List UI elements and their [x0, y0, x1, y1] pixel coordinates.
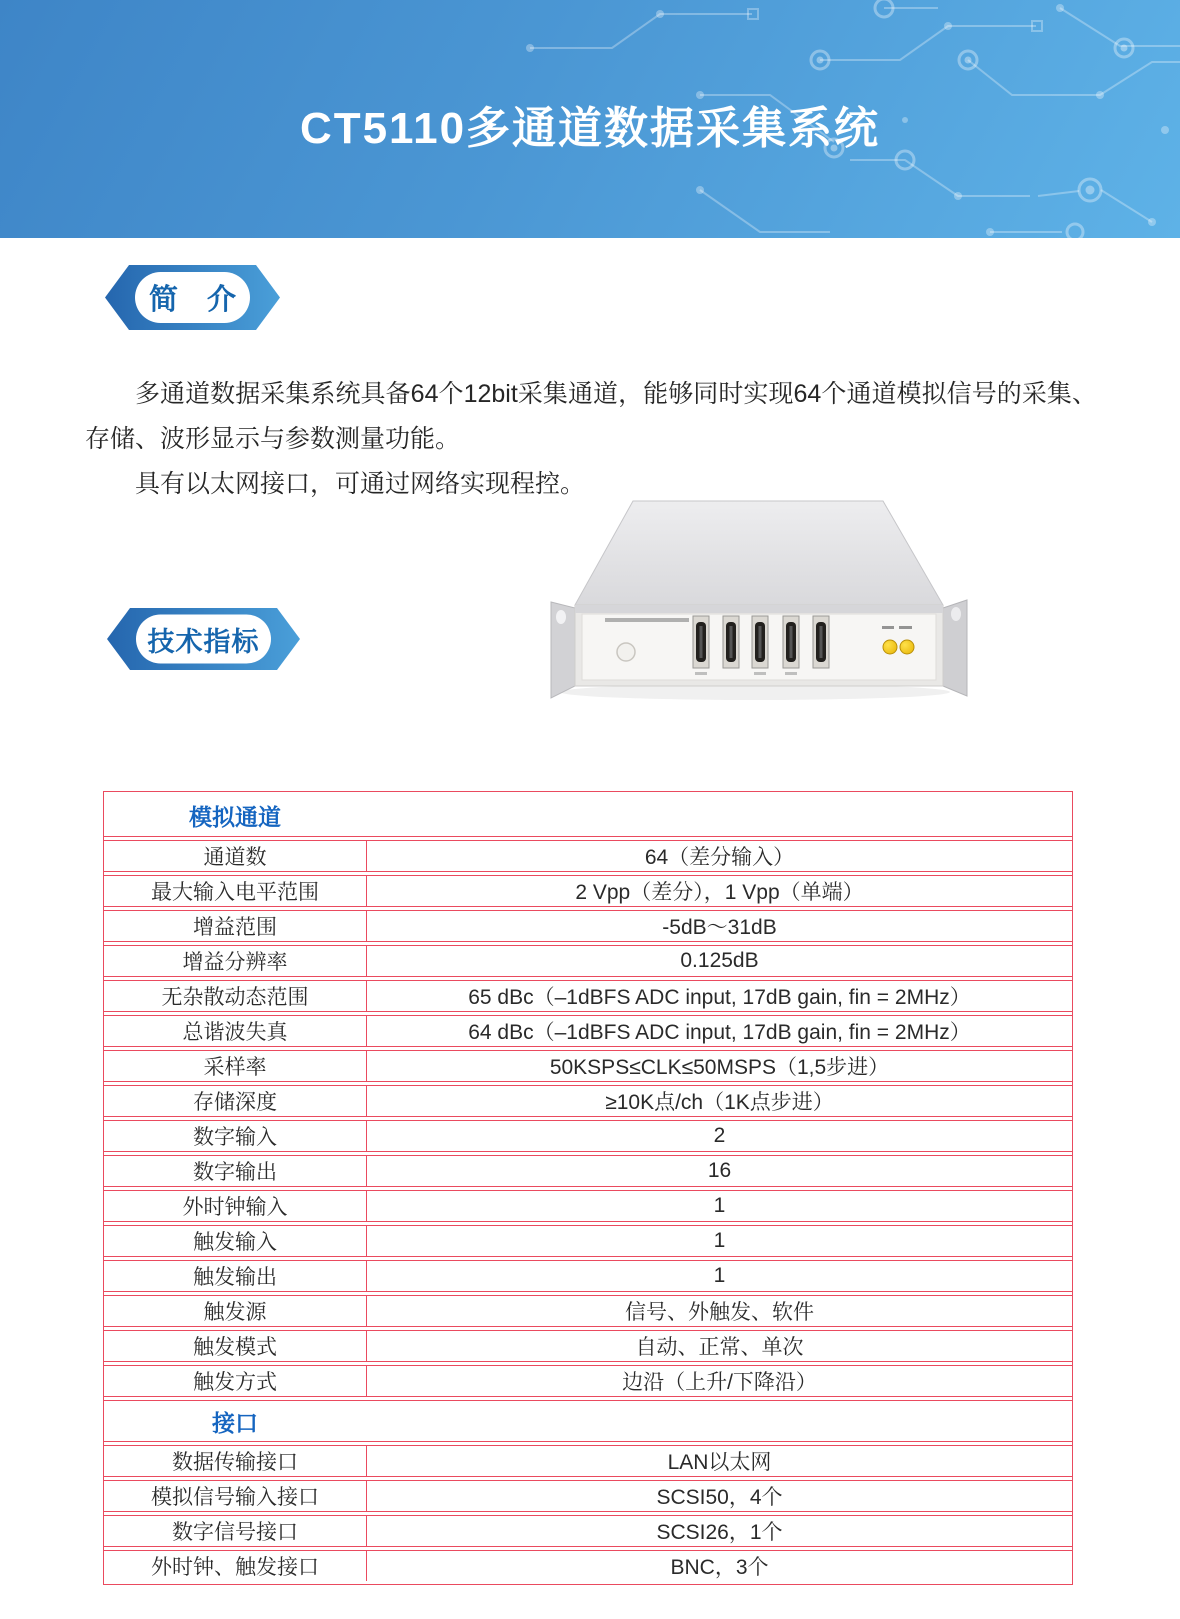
spec-label: 数字信号接口 — [104, 1515, 366, 1547]
spec-value: -5dB～31dB — [366, 910, 1072, 942]
scsi-connector — [723, 616, 739, 668]
spec-value: 64（差分输入） — [366, 840, 1072, 872]
rack-ear-right — [943, 600, 967, 696]
spec-label: 触发模式 — [104, 1330, 366, 1362]
table-row — [104, 875, 1072, 907]
table-row — [104, 1330, 1072, 1362]
spec-table — [103, 791, 1073, 1585]
intro-paragraphs — [85, 372, 1097, 507]
spec-label: 增益分辨率 — [104, 945, 366, 977]
spec-label: 最大输入电平范围 — [104, 875, 366, 907]
specs-badge-label: 技术指标 — [147, 626, 260, 657]
spec-value: 2 — [366, 1120, 1072, 1152]
intro-badge-label: 简 介 — [148, 284, 236, 316]
table-section-header: 接口 — [212, 1409, 258, 1436]
table-row — [104, 1120, 1072, 1152]
spec-value: 1 — [366, 1190, 1072, 1222]
table-section-header: 模拟通道 — [189, 804, 281, 830]
table-row — [104, 1515, 1072, 1547]
table-row — [104, 1085, 1072, 1117]
spec-label: 外时钟、触发接口 — [104, 1550, 366, 1581]
spec-label: 触发方式 — [104, 1365, 366, 1397]
spec-label: 触发输出 — [104, 1260, 366, 1292]
spec-value: 自动、正常、单次 — [366, 1330, 1072, 1362]
table-row — [104, 1295, 1072, 1327]
header-banner — [0, 0, 1180, 238]
spec-value: 边沿（上升/下降沿） — [366, 1365, 1072, 1397]
rack-ear-left — [551, 602, 575, 698]
spec-label: 总谐波失真 — [104, 1015, 366, 1047]
table-row — [104, 980, 1072, 1012]
spec-value: 信号、外触发、软件 — [366, 1295, 1072, 1327]
specs-section-badge — [107, 608, 300, 670]
spec-value: 1 — [366, 1260, 1072, 1292]
spec-label: 触发源 — [104, 1295, 366, 1327]
intro-paragraph-2: 具有以太网接口，可通过网络实现程控。 — [135, 470, 586, 498]
spec-value: 65 dBc（–1dBFS ADC input, 17dB gain, fin = 2MHz） — [366, 980, 1072, 1012]
bnc-connector-yellow — [883, 640, 897, 654]
table-row — [104, 1260, 1072, 1292]
table-section-row — [104, 1400, 1072, 1442]
spec-label: 外时钟输入 — [104, 1190, 366, 1222]
table-row — [104, 1155, 1072, 1187]
table-row — [104, 840, 1072, 872]
scsi-connector — [813, 616, 829, 668]
table-row — [104, 1480, 1072, 1512]
spec-label: 数字输入 — [104, 1120, 366, 1152]
intro-section-badge — [105, 265, 280, 330]
table-section-row — [104, 795, 1072, 837]
intro-paragraph-1: 多通道数据采集系统具备64个12bit采集通道，能够同时实现64个通道模拟信号的采集、存储、波形显示与参数测量功能。 — [85, 380, 1097, 453]
table-row — [104, 1365, 1072, 1397]
table-row — [104, 945, 1072, 977]
spec-label: 采样率 — [104, 1050, 366, 1082]
scsi-connector — [693, 616, 709, 675]
table-row — [104, 910, 1072, 942]
spec-label: 数字输出 — [104, 1155, 366, 1187]
spec-value: 64 dBc（–1dBFS ADC input, 17dB gain, fin = 2MHz） — [366, 1015, 1072, 1047]
spec-value: 0.125dB — [366, 945, 1072, 977]
spec-value: LAN以太网 — [366, 1445, 1072, 1477]
table-row — [104, 1190, 1072, 1222]
spec-value: 2 Vpp（差分），1 Vpp（单端） — [366, 875, 1072, 907]
spec-label: 触发输入 — [104, 1225, 366, 1257]
spec-label: 模拟信号输入接口 — [104, 1480, 366, 1512]
table-row — [104, 1550, 1072, 1581]
spec-label: 存储深度 — [104, 1085, 366, 1117]
page-title: CT5110多通道数据采集系统 — [299, 104, 881, 153]
spec-label: 增益范围 — [104, 910, 366, 942]
spec-value: SCSI26，1个 — [366, 1515, 1072, 1547]
scsi-connector — [783, 616, 799, 675]
device-chassis-top — [575, 501, 943, 605]
spec-label: 数据传输接口 — [104, 1445, 366, 1477]
scsi-connector — [752, 616, 768, 675]
spec-value: SCSI50，4个 — [366, 1480, 1072, 1512]
table-row — [104, 1225, 1072, 1257]
spec-value: 1 — [366, 1225, 1072, 1257]
product-photo — [543, 490, 973, 702]
spec-value: BNC，3个 — [366, 1550, 1072, 1581]
table-row — [104, 1445, 1072, 1477]
spec-value: 50KSPS≤CLK≤50MSPS（1,5步进） — [366, 1050, 1072, 1082]
bnc-connector-yellow — [900, 640, 914, 654]
panel-round-sticker — [617, 643, 635, 661]
table-row — [104, 1050, 1072, 1082]
spec-label: 通道数 — [104, 840, 366, 872]
table-row — [104, 1015, 1072, 1047]
spec-value: 16 — [366, 1155, 1072, 1187]
spec-label: 无杂散动态范围 — [104, 980, 366, 1012]
spec-value: ≥10K点/ch（1K点步进） — [366, 1085, 1072, 1117]
